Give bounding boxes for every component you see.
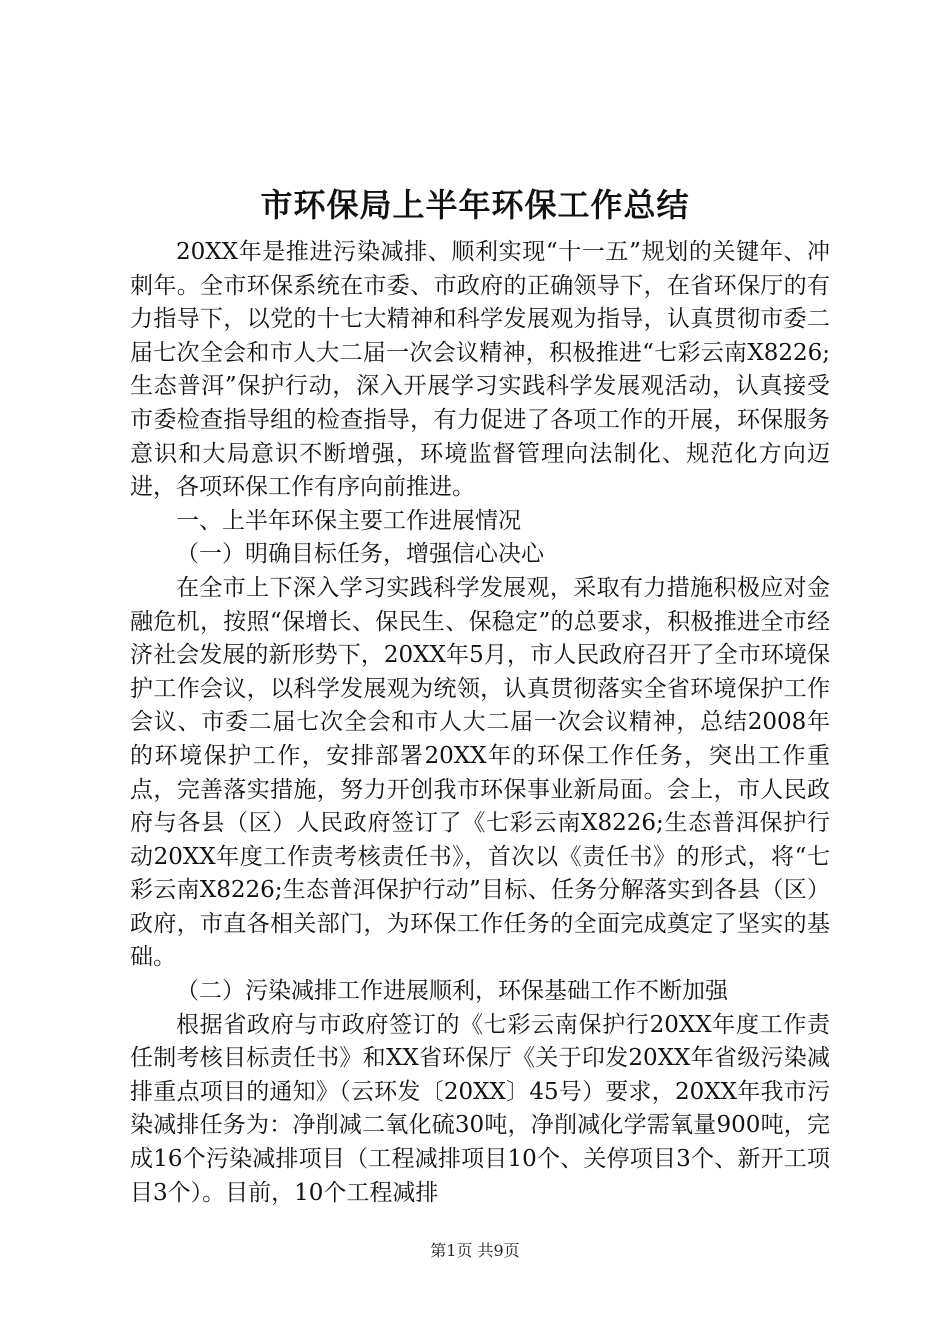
- section-heading-1: 一、上半年环保主要工作进展情况: [176, 507, 521, 534]
- document-title: 市环保局上半年环保工作总结: [260, 186, 690, 224]
- subsection-heading-1: （一）明确目标任务，增强信心决心: [176, 541, 544, 568]
- intro-paragraph: 20XX年是推进污染减排、顺利实现“十一五”规划的关键年、冲刺年。全市环保系统在市委、市政府的正确领导下，在省环保厅的有力指导下，以党的十七大精神和科学发展观为指导，认真贯彻市委二届七次全会和市人大二届一次会议精神，积极推进“七彩云南X8226;生态普洱”保护行动，深入开展学习实践科学发展观活动，认真接受市委检查指导组的检查指导，有力促进了各项工作的开展，环保服务意识和大局意识不断增强，环境监督管理向法制化、规范化方向迈进，各项环保工作有序向前推进。: [130, 239, 830, 501]
- page-number-footer: 第1页 共9页: [430, 1241, 520, 1260]
- document-body: [130, 236, 830, 1210]
- body-paragraph-1: 在全市上下深入学习实践科学发展观，采取有力措施积极应对金融危机，按照“保增长、保民生、保稳定”的总要求，积极推进全市经济社会发展的新形势下，20XX年5月，市人民政府召开了全市环境保护工作会议，以科学发展观为统领，认真贯彻落实全省环境保护工作会议、市委二届七次全会和市人大二届一次会议精神，总结2008年的环境保护工作，安排部署20XX年的环保工作任务，突出工作重点，完善落实措施，努力开创我市环保事业新局面。会上，市人民政府与各县（区）人民政府签订了《七彩云南X8226;生态普洱保护行动20XX年度工作责考核责任书》，首次以《责任书》的形式，将“七彩云南X8226;生态普洱保护行动”目标、任务分解落实到各县（区）政府，市直各相关部门，为环保工作任务的全面完成奠定了坚实的基础。: [130, 574, 830, 971]
- body-paragraph-2: 根据省政府与市政府签订的《七彩云南保护行20XX年度工作责任制考核目标责任书》和XX省环保厅《关于印发20XX年省级污染减排重点项目的通知》（云环发〔20XX〕45号）要求，20XX年我市污染减排任务为：净削减二氧化硫30吨，净削减化学需氧量900吨，完成16个污染减排项目（工程减排项目10个、关停项目3个、新开工项目3个）。目前，10个工程减排: [130, 1011, 830, 1206]
- subsection-heading-2: （二）污染减排工作进展顺利，环保基础工作不断加强: [176, 978, 728, 1005]
